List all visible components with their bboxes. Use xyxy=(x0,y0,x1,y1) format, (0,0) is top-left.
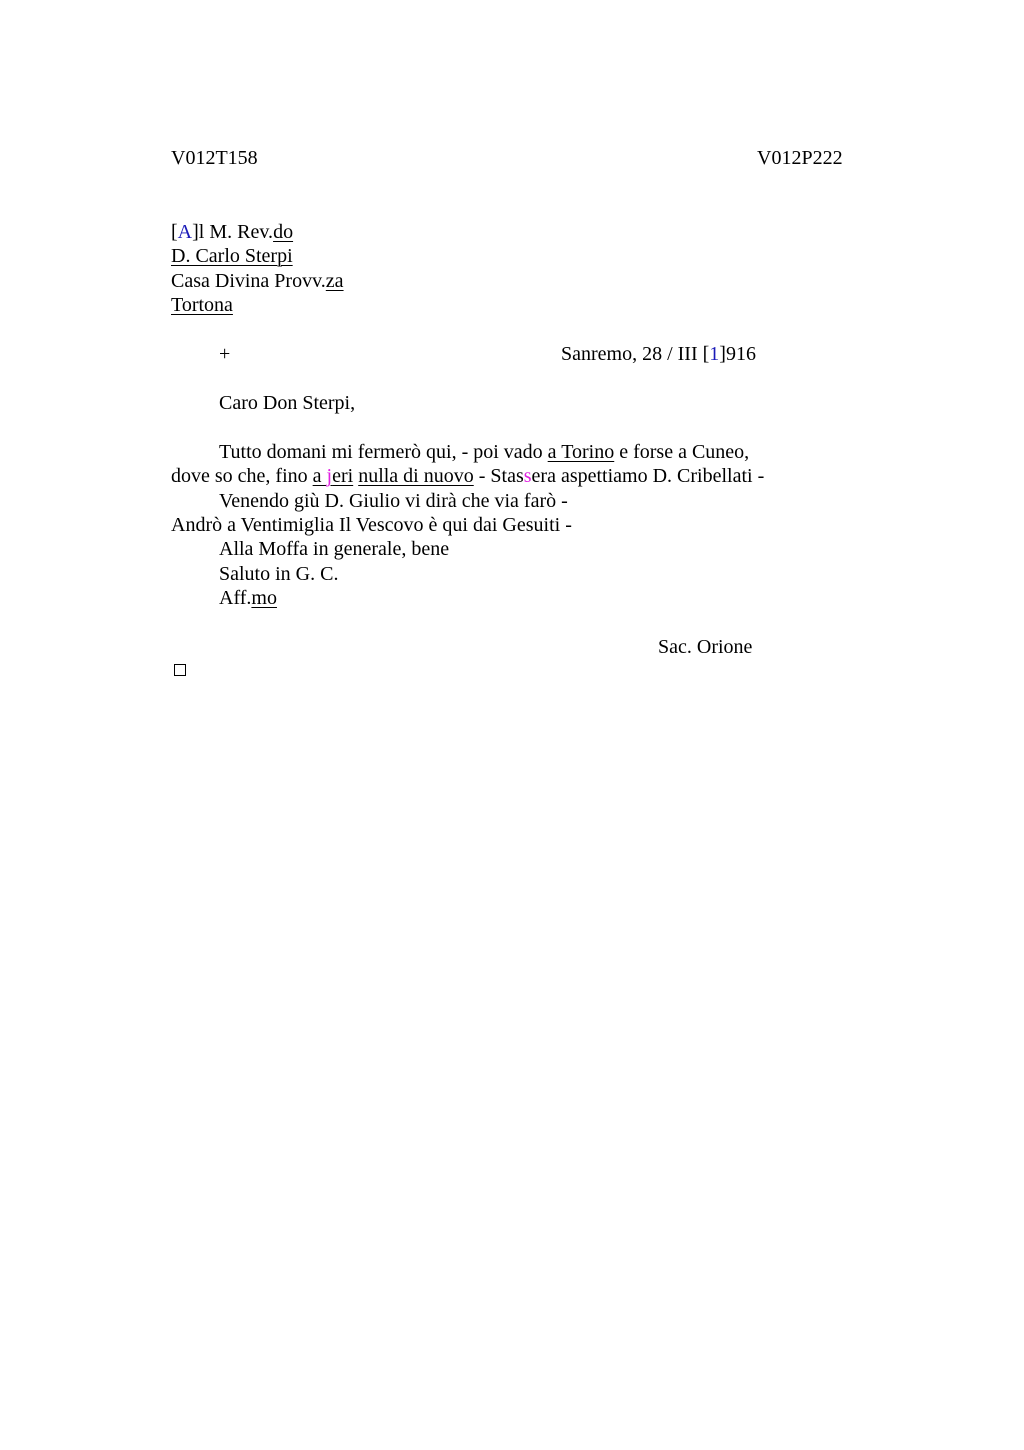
underlined-text xyxy=(313,465,354,487)
underlined-text: nulla di nuovo xyxy=(358,465,474,487)
body-line-4: Andrò a Ventimiglia Il Vescovo è qui dai Gesuiti - xyxy=(171,514,572,536)
editorial-correction: j xyxy=(326,465,333,487)
dateline xyxy=(561,342,756,366)
body-line-6: Saluto in G. C. xyxy=(219,563,339,585)
document-code-right: V012P222 xyxy=(757,147,843,169)
editorial-insertion: 1 xyxy=(709,343,720,365)
cross-symbol: + xyxy=(219,343,231,365)
body-text: Tutto domani mi fermerò qui, - poi vado xyxy=(219,441,548,463)
end-marker-box xyxy=(174,664,186,676)
dateline-year: ]916 xyxy=(719,343,756,365)
greeting: Caro Don Sterpi, xyxy=(219,392,356,414)
editorial-correction: s xyxy=(523,465,532,487)
underlined-text: mo xyxy=(251,587,277,609)
bracket-open: [ xyxy=(171,221,178,243)
bracket-close: ] xyxy=(192,221,199,243)
address-line-1-abbr: do xyxy=(273,221,294,243)
address-line-3-text: Casa Divina Provv. xyxy=(171,270,326,292)
signature: Sac. Orione xyxy=(658,636,753,658)
body-line-2 xyxy=(171,464,764,488)
underlined-text-part: a xyxy=(312,465,327,487)
dateline-place: Sanremo, 28 / III [ xyxy=(561,343,710,365)
body-text: era aspettiamo D. Cribellati - xyxy=(531,465,765,487)
body-text: e forse a Cuneo, xyxy=(614,441,750,463)
body-line-1 xyxy=(219,440,749,464)
editorial-insertion: A xyxy=(177,221,193,243)
address-line-1 xyxy=(171,220,293,244)
body-line-5: Alla Moffa in generale, bene xyxy=(219,538,450,560)
body-text: - Stas xyxy=(473,465,524,487)
body-text: dove so che, fino xyxy=(171,465,313,487)
underlined-text-part: eri xyxy=(332,465,354,487)
underlined-text: a Torino xyxy=(547,441,615,463)
address-line-4: Tortona xyxy=(171,294,233,316)
document-code-left: V012T158 xyxy=(171,147,258,169)
address-line-3-abbr: za xyxy=(325,270,344,292)
address-line-3 xyxy=(171,269,344,293)
body-line-3: Venendo giù D. Giulio vi dirà che via farò - xyxy=(219,490,568,512)
body-text: Aff. xyxy=(219,587,252,609)
body-line-7 xyxy=(219,586,277,610)
address-line-2: D. Carlo Sterpi xyxy=(171,245,293,267)
address-line-1-text: l M. Rev. xyxy=(198,221,274,243)
